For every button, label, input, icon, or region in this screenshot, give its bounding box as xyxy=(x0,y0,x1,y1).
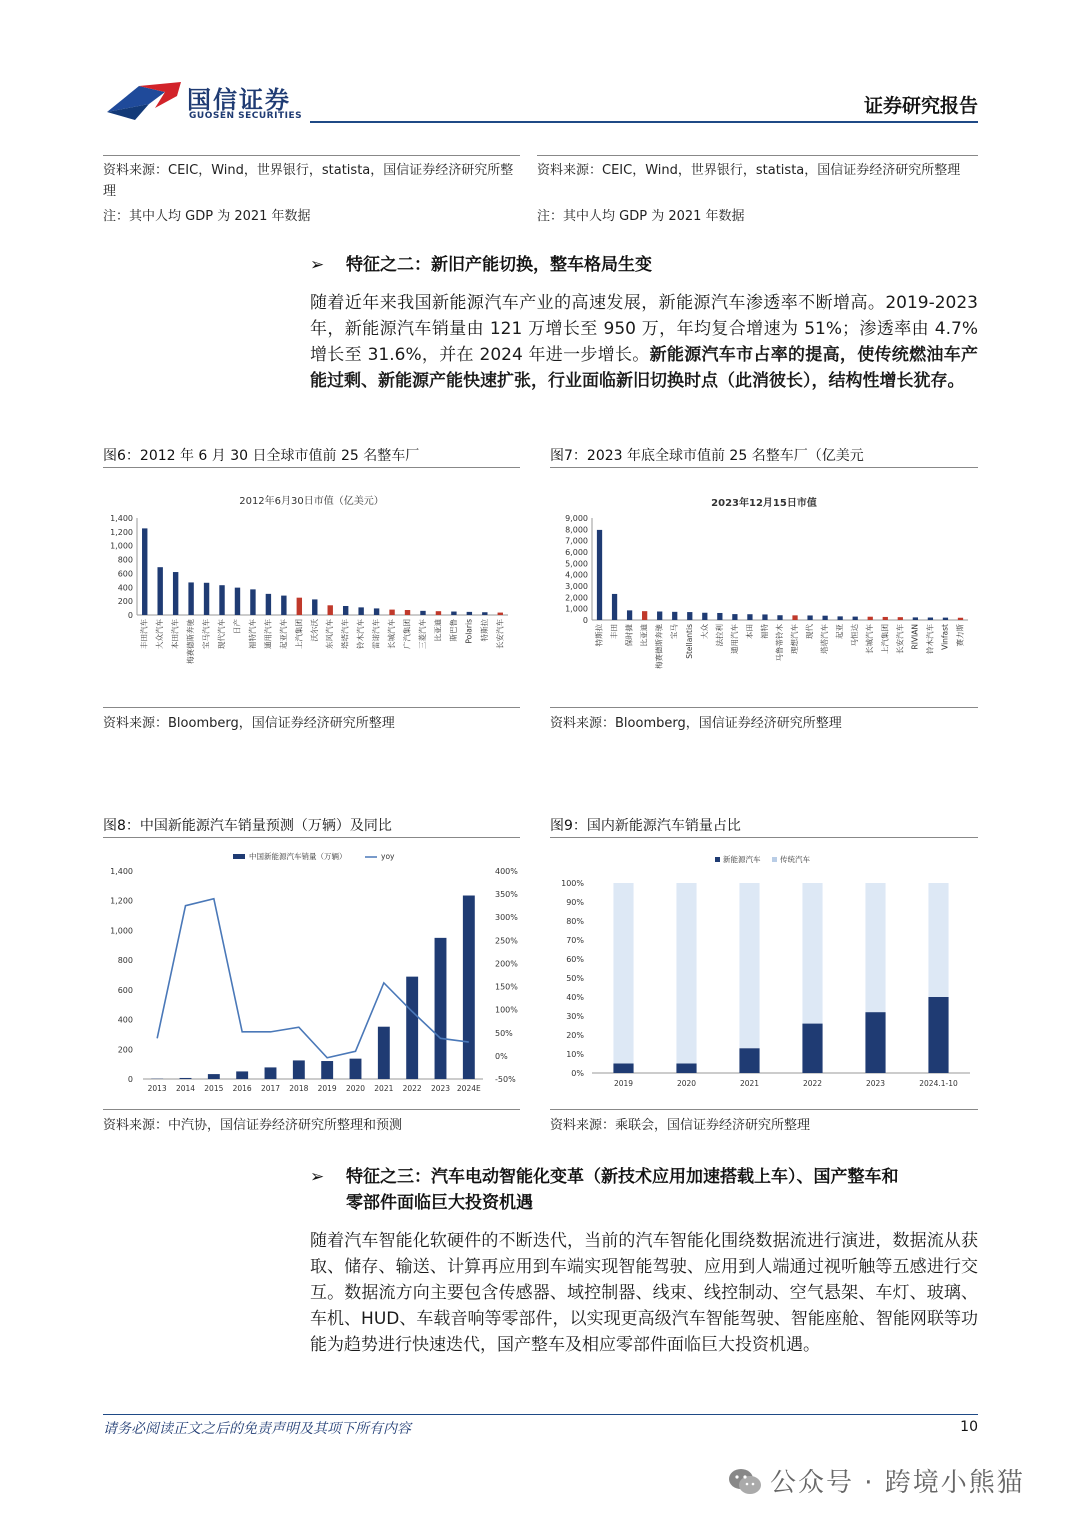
legend-bar-label: 中国新能源汽车销量（万辆） xyxy=(249,852,347,861)
bar xyxy=(328,605,333,615)
y-left-tick-label: 800 xyxy=(117,956,133,966)
x-tick-label: 现代 xyxy=(805,624,815,639)
legend-ice-label: 传统汽车 xyxy=(780,855,810,864)
y-tick-label: 400 xyxy=(117,583,133,593)
bar xyxy=(374,608,379,615)
bar xyxy=(173,572,178,615)
bar xyxy=(343,606,348,615)
legend-nev-swatch xyxy=(715,857,720,862)
fig7-source: 资料来源：Bloomberg，国信证券经济研究所整理 xyxy=(550,716,842,731)
bar xyxy=(958,618,963,620)
bar-ice xyxy=(676,883,696,1064)
y-tick-label: 0 xyxy=(582,616,588,625)
top-left-source: 资料来源：CEIC，Wind，世界银行，statista，国信证券经济研究所整理 xyxy=(103,163,514,199)
bar xyxy=(853,617,858,620)
y-tick-label: 9,000 xyxy=(565,514,588,523)
y-tick-label: 1,000 xyxy=(110,541,133,551)
y-tick-label: 1,000 xyxy=(565,604,588,614)
bar-nev xyxy=(928,997,948,1073)
y-left-tick-label: 1,200 xyxy=(110,896,133,906)
x-tick-label: Polaris xyxy=(464,619,474,644)
x-tick-label: 比亚迪 xyxy=(433,619,443,642)
x-tick-label: 梅赛德斯奔驰 xyxy=(186,619,196,664)
wechat-icon xyxy=(728,1467,762,1497)
fig7-top-divider xyxy=(550,467,978,468)
bar xyxy=(762,614,767,620)
y-tick-label: 200 xyxy=(117,597,133,607)
y-tick-label: 5,000 xyxy=(565,559,588,569)
bar xyxy=(420,611,425,615)
section3-heading-line2: 零部件面临巨大投资机遇 xyxy=(346,1193,533,1213)
bar-nev xyxy=(613,1064,633,1074)
y-left-tick-label: 1,400 xyxy=(110,867,133,876)
x-tick-label: 2019 xyxy=(317,1084,337,1093)
section2-bullet: ➢ xyxy=(310,255,325,275)
bar-nev xyxy=(676,1064,696,1074)
bar xyxy=(219,585,224,615)
y-left-tick-label: 0 xyxy=(127,1075,133,1084)
bar xyxy=(204,583,209,615)
x-tick-label: 2019 xyxy=(613,1079,634,1088)
bar xyxy=(687,612,692,620)
y-tick-label: 0 xyxy=(127,611,133,620)
bar xyxy=(702,613,707,620)
fig8-top-divider xyxy=(103,837,520,838)
x-tick-label: 通用汽车 xyxy=(729,624,739,654)
section2-paragraph xyxy=(310,290,978,394)
x-tick-label: 铃木汽车 xyxy=(356,619,366,649)
y-tick-label: 2,000 xyxy=(565,593,588,603)
bar xyxy=(235,588,240,615)
x-tick-label: 2015 xyxy=(204,1084,224,1093)
bar xyxy=(406,977,418,1079)
y-right-tick-label: 200% xyxy=(495,959,518,969)
x-tick-label: 福特汽车 xyxy=(247,619,257,649)
top-right-note: 注：其中人均 GDP 为 2021 年数据 xyxy=(537,209,745,224)
bar xyxy=(312,599,317,615)
y-tick-label: 1,400 xyxy=(110,514,133,523)
top-right-divider xyxy=(537,155,978,156)
y-tick-label: 8,000 xyxy=(565,525,588,535)
bar xyxy=(358,607,363,615)
bar xyxy=(627,610,632,620)
bar xyxy=(792,615,797,620)
fig9-source: 资料来源：乘联会，国信证券经济研究所整理 xyxy=(550,1118,811,1133)
fig8-chart xyxy=(103,840,520,1105)
bar xyxy=(436,611,441,615)
fig6-svg xyxy=(103,470,520,705)
x-tick-label: 本田 xyxy=(744,624,754,639)
y-left-tick-label: 600 xyxy=(117,985,133,995)
section2-para-bold: 新能源汽车市占率的提高，使传统燃油车产能过剩、新能源产能快速扩张，行业面临新旧切换时点（此消彼长），结构性增长犹存。 xyxy=(310,345,979,391)
fig6-chart-title: 2012年6月30日市值（亿美元） xyxy=(239,496,384,507)
y-right-tick-label: -50% xyxy=(495,1075,516,1084)
x-tick-label: 2017 xyxy=(260,1084,281,1093)
x-tick-label: 赛力斯 xyxy=(955,624,965,647)
fig7-caption: 图7：2023 年底全球市值前 25 名整车厂（亿美元 xyxy=(550,448,864,464)
y-right-tick-label: 150% xyxy=(495,982,518,992)
bar xyxy=(467,612,472,615)
y-tick-label: 3,000 xyxy=(565,582,588,591)
bar xyxy=(732,614,737,620)
x-tick-label: 宝马 xyxy=(669,624,679,639)
bar xyxy=(597,530,602,620)
bar-nev xyxy=(739,1048,759,1073)
bar xyxy=(350,1059,362,1079)
x-tick-label: 2013 xyxy=(147,1084,167,1093)
y-tick-label: 20% xyxy=(566,1031,584,1040)
bar xyxy=(498,613,503,615)
fig7-chart-title: 2023年12月15日市值 xyxy=(711,498,817,509)
bar xyxy=(657,612,662,621)
bar xyxy=(389,610,394,615)
x-tick-label: 丰田 xyxy=(609,624,619,639)
x-tick-label: 大众汽车 xyxy=(155,619,165,649)
fig9-svg xyxy=(550,840,978,1105)
fig9-chart xyxy=(550,840,978,1105)
x-tick-label: 2022 xyxy=(402,1084,422,1093)
bar xyxy=(293,1060,305,1079)
fig9-bottom-divider xyxy=(550,1109,978,1110)
x-tick-label: 东风汽车 xyxy=(325,619,335,649)
bar-nev xyxy=(865,1012,885,1073)
x-tick-label: 长城汽车 xyxy=(387,619,397,649)
bar xyxy=(913,617,918,620)
yoy-line xyxy=(157,899,469,1058)
x-tick-label: 理想汽车 xyxy=(790,624,800,654)
bar xyxy=(883,617,888,620)
bar-ice xyxy=(802,883,822,1024)
y-left-tick-label: 1,000 xyxy=(110,926,133,936)
legend-line-label: yoy xyxy=(381,852,395,861)
x-tick-label: 起亚 xyxy=(835,624,845,639)
x-tick-label: 斯巴鲁 xyxy=(448,619,458,642)
fig7-svg xyxy=(550,470,978,705)
bar xyxy=(236,1071,248,1079)
x-tick-label: 广汽集团 xyxy=(402,619,412,649)
x-tick-label: 塔塔汽车 xyxy=(820,624,830,654)
x-tick-label: 本田汽车 xyxy=(170,619,180,649)
y-tick-label: 40% xyxy=(566,993,584,1002)
x-tick-label: 2020 xyxy=(676,1079,697,1088)
x-tick-label: 上汽集团 xyxy=(294,619,304,649)
y-right-tick-label: 350% xyxy=(495,890,518,900)
x-tick-label: 长安汽车 xyxy=(495,619,505,649)
x-tick-label: 福特 xyxy=(759,624,769,639)
bar xyxy=(822,616,827,620)
x-tick-label: 2021 xyxy=(374,1084,394,1093)
legend-bar-swatch xyxy=(233,854,245,859)
y-right-tick-label: 300% xyxy=(495,913,518,923)
x-tick-label: 2023 xyxy=(430,1084,451,1093)
header-logo xyxy=(105,78,305,124)
report-type: 证券研究报告 xyxy=(863,95,978,117)
fig6-bottom-divider xyxy=(103,707,520,708)
x-tick-label: 2020 xyxy=(345,1084,366,1093)
bar xyxy=(208,1074,220,1079)
fig8-caption: 图8：中国新能源汽车销量预测（万辆）及同比 xyxy=(103,818,392,834)
x-tick-label: 日产 xyxy=(232,619,242,634)
x-tick-label: 长安汽车 xyxy=(895,624,905,654)
x-tick-label: 宝马汽车 xyxy=(201,619,211,649)
x-tick-label: 2024E xyxy=(456,1084,481,1093)
x-tick-label: 丰田汽车 xyxy=(139,619,149,649)
legend-nev-label: 新能源汽车 xyxy=(723,855,761,864)
bar xyxy=(463,896,475,1079)
fig6-source: 资料来源：Bloomberg，国信证券经济研究所整理 xyxy=(103,716,395,731)
bar-ice xyxy=(613,883,633,1064)
x-tick-label: 三菱汽车 xyxy=(417,619,427,649)
x-tick-label: 马恒达 xyxy=(850,624,860,647)
header-divider xyxy=(310,121,978,123)
fig6-top-divider xyxy=(103,467,520,468)
bar xyxy=(157,567,162,615)
footer-divider xyxy=(103,1414,978,1415)
fig7-chart xyxy=(550,470,978,705)
bar xyxy=(321,1061,333,1079)
fig9-caption: 图9：国内新能源汽车销量占比 xyxy=(550,818,741,834)
y-tick-label: 10% xyxy=(566,1050,584,1059)
bar xyxy=(717,613,722,620)
x-tick-label: 2023 xyxy=(865,1079,886,1088)
bar xyxy=(435,938,447,1079)
x-tick-label: 铃木汽车 xyxy=(925,624,935,654)
y-tick-label: 70% xyxy=(566,936,584,945)
fig8-bottom-divider xyxy=(103,1109,520,1110)
y-tick-label: 60% xyxy=(566,955,584,964)
section3-paragraph: 随着汽车智能化软硬件的不断迭代，当前的汽车智能化围绕数据流进行演进，数据流从获取、储存、输送、计算再应用到车端实现智能驾驶、应用到人端通过视听触等五感进行交互。数据流方向主要包含传感器、域控制器、线束、线控制动、空气悬架、车灯、玻璃、车机、HUD、车载音响等零部件，以实现更高级汽车智能驾驶、智能座舱、智能网联等功能为趋势进行快速迭代，国产整车及相应零部件面临巨大投资机遇。 xyxy=(310,1231,978,1355)
page-number: 10 xyxy=(960,1419,978,1435)
bar-nev xyxy=(802,1024,822,1073)
bar xyxy=(142,528,147,615)
bar xyxy=(180,1078,192,1079)
x-tick-label: 大众 xyxy=(699,624,709,639)
bar xyxy=(451,612,456,615)
y-right-tick-label: 0% xyxy=(495,1051,508,1061)
fig7-bottom-divider xyxy=(550,707,978,708)
fig6-caption: 图6：2012 年 6 月 30 日全球市值前 25 名整车厂 xyxy=(103,448,420,464)
fig8-svg xyxy=(103,840,520,1105)
top-right-source: 资料来源：CEIC，Wind，世界银行，statista，国信证券经济研究所整理 xyxy=(537,163,961,178)
y-tick-label: 0% xyxy=(571,1069,584,1078)
x-tick-label: 2014 xyxy=(175,1084,196,1093)
x-tick-label: 起亚汽车 xyxy=(278,619,288,649)
footer-disclaimer: 请务必阅读正文之后的免责声明及其项下所有内容 xyxy=(103,1421,411,1437)
bar xyxy=(612,594,617,620)
logo-cn: 国信证券 xyxy=(187,86,291,114)
bar xyxy=(281,596,286,615)
y-tick-label: 90% xyxy=(566,898,584,907)
section2-heading: 特征之二：新旧产能切换，整车格局生变 xyxy=(346,255,652,275)
y-tick-label: 4,000 xyxy=(565,570,588,580)
bar-ice xyxy=(739,883,759,1048)
logo-en: GUOSEN SECURITIES xyxy=(189,111,303,121)
y-left-tick-label: 400 xyxy=(117,1015,133,1025)
y-tick-label: 1,200 xyxy=(110,527,133,537)
y-tick-label: 30% xyxy=(566,1012,584,1021)
x-tick-label: 长城汽车 xyxy=(865,624,875,654)
x-tick-label: 比亚迪 xyxy=(639,624,649,647)
x-tick-label: 雷诺汽车 xyxy=(371,619,381,649)
x-tick-label: 塔塔汽车 xyxy=(340,619,350,649)
y-right-tick-label: 400% xyxy=(495,867,518,876)
legend-ice-swatch xyxy=(772,857,777,862)
fig8-source: 资料来源：中汽协，国信证券经济研究所整理和预测 xyxy=(103,1118,403,1133)
y-tick-label: 800 xyxy=(117,555,133,565)
y-tick-label: 600 xyxy=(117,569,133,579)
x-tick-label: 特斯拉 xyxy=(594,624,604,647)
x-tick-label: 特斯拉 xyxy=(479,619,489,642)
x-tick-label: Stellantis xyxy=(684,624,694,659)
bar-ice xyxy=(865,883,885,1012)
bar xyxy=(405,610,410,615)
watermark-text: 公众号 · 跨境小熊猫 xyxy=(770,1468,1025,1498)
x-tick-label: 法拉利 xyxy=(714,624,724,647)
y-tick-label: 7,000 xyxy=(565,536,588,546)
y-left-tick-label: 200 xyxy=(117,1045,133,1055)
y-tick-label: 80% xyxy=(566,917,584,926)
y-right-tick-label: 50% xyxy=(495,1028,513,1038)
x-tick-label: 2024.1-10 xyxy=(919,1079,958,1088)
bar xyxy=(747,614,752,620)
y-right-tick-label: 100% xyxy=(495,1005,518,1015)
x-tick-label: 沃尔沃 xyxy=(309,619,319,642)
bar xyxy=(642,611,647,620)
x-tick-label: 马鲁蒂铃木 xyxy=(775,624,784,662)
bar xyxy=(838,616,843,620)
bar xyxy=(297,598,302,615)
x-tick-label: Vinfast xyxy=(940,624,950,650)
bar xyxy=(777,615,782,620)
x-tick-label: RIVIAN xyxy=(910,624,920,650)
bar xyxy=(188,582,193,615)
top-left-note: 注：其中人均 GDP 为 2021 年数据 xyxy=(103,209,311,224)
bar xyxy=(266,594,271,615)
x-tick-label: 保时捷 xyxy=(624,624,634,647)
bar xyxy=(928,618,933,620)
y-tick-label: 100% xyxy=(561,879,584,888)
guosen-logo-icon xyxy=(105,78,183,124)
x-tick-label: 2022 xyxy=(802,1079,823,1088)
bar-ice xyxy=(928,883,948,997)
y-tick-label: 50% xyxy=(566,974,584,983)
y-tick-label: 6,000 xyxy=(565,548,588,557)
x-tick-label: 梅赛德斯奔驰 xyxy=(654,624,664,669)
bar xyxy=(378,1027,390,1079)
y-right-tick-label: 250% xyxy=(495,936,518,946)
bar xyxy=(250,589,255,615)
x-tick-label: 上汽集团 xyxy=(880,624,890,654)
bar xyxy=(807,615,812,620)
fig9-top-divider xyxy=(550,837,978,838)
bar xyxy=(672,612,677,620)
bar xyxy=(898,617,903,620)
x-tick-label: 2016 xyxy=(232,1084,252,1093)
x-tick-label: 现代汽车 xyxy=(217,619,227,649)
x-tick-label: 通用汽车 xyxy=(263,619,273,649)
x-tick-label: 2021 xyxy=(739,1079,760,1088)
fig6-chart xyxy=(103,470,520,705)
bar xyxy=(868,617,873,620)
x-tick-label: 2018 xyxy=(289,1084,309,1093)
section3-bullet: ➢ xyxy=(310,1167,325,1187)
section2-para-normal: 随着近年来我国新能源汽车产业的高速发展，新能源汽车渗透率不断增高。2019-2023 年，新能源汽车销量由 121 万增长至 950 万，年均复合增速为 51%；渗透率由 4.7%增长至 31.6%，并在 2024 年进一步增长。 xyxy=(310,293,978,365)
bar xyxy=(265,1067,277,1079)
bar xyxy=(943,618,948,620)
bar xyxy=(482,612,487,615)
section3-heading-line1: 特征之三：汽车电动智能化变革（新技术应用加速搭载上车）、国产整车和 xyxy=(346,1167,899,1187)
top-left-divider xyxy=(103,155,520,156)
